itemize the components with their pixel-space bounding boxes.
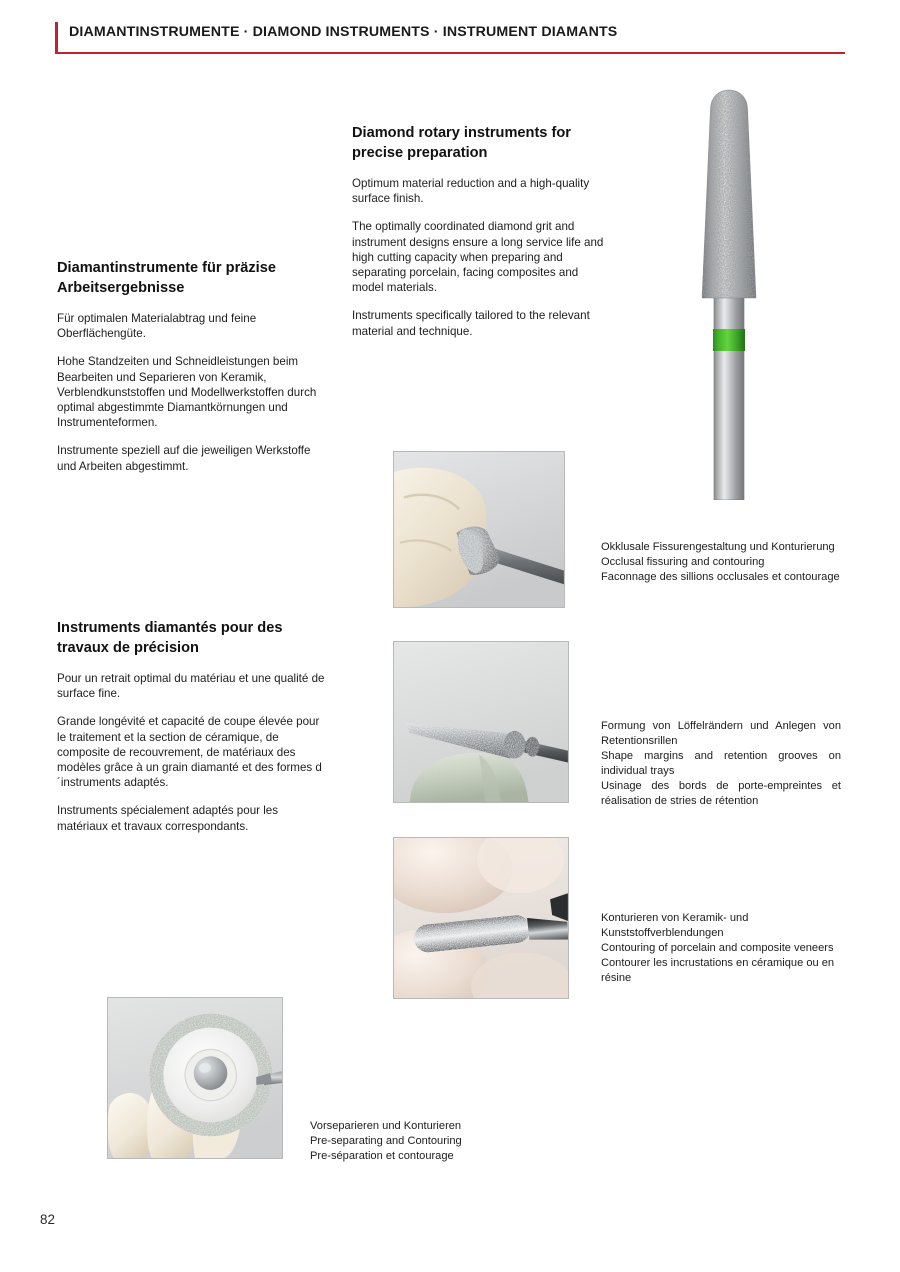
paragraph-german-2: Hohe Standzeiten und Schneidleistungen beim Bearbeiten und Separieren von Keramik, Verblendkunststoffen und Modellwerkstoffen durch optimal abgestimmte Diamantkörnungen und Instrumenteformen. xyxy=(57,355,317,430)
paragraph-english-2: The optimally coordinated diamond grit and instrument designs ensure a long service life and high cutting capacity when preparing and separating porcelain, facing composites and model materials. xyxy=(352,220,604,295)
caption-veneer xyxy=(601,911,841,986)
caption-veneer-fr: Contourer les incrustations en céramique ou en résine xyxy=(601,956,835,984)
photo-diamond-disc-separating xyxy=(107,997,283,1159)
caption-disc-de: Vorseparieren und Konturieren xyxy=(310,1120,462,1132)
paragraph-german-3: Instrumente speziell auf die jeweiligen Werkstoffe und Arbeiten abgestimmt. xyxy=(57,444,311,473)
caption-occlusal-de: Okklusale Fissurengestaltung und Konturierung xyxy=(601,541,835,553)
paragraph-english-3: Instruments specifically tailored to the relevant material and technique. xyxy=(352,309,590,338)
caption-veneer-en: Contouring of porcelain and composite veneers xyxy=(601,941,834,954)
page-header xyxy=(55,22,845,54)
heading-french: Instruments diamantés pour des travaux de précision xyxy=(57,620,283,656)
paragraph-french-2: Grande longévité et capacité de coupe élevée pour le traitement et la section de céramique, de composite de recouvrement, de matériaux des modèles grâce à un grain diamanté et des formes d´instruments adaptés. xyxy=(57,715,322,790)
text-block-french xyxy=(57,619,325,834)
diamond-bur-illustration xyxy=(683,82,775,500)
header-accent-bar xyxy=(55,22,58,54)
caption-tray-de: Formung von Löffelrändern und Anlegen von Retentionsrillen xyxy=(601,720,841,747)
paragraph-french-3: Instruments spécialement adaptés pour les matériaux et travaux correspondants. xyxy=(57,804,279,833)
header-divider-rule xyxy=(55,52,845,54)
caption-occlusal xyxy=(601,540,841,585)
caption-disc-fr: Pre-séparation et contourage xyxy=(310,1149,454,1162)
page-title: DIAMANTINSTRUMENTE · DIAMOND INSTRUMENTS · INSTRUMENT DIAMANTS xyxy=(69,24,618,40)
caption-tray-en: Shape margins and retention grooves on individual trays xyxy=(601,749,841,777)
caption-disc xyxy=(310,1119,550,1164)
page-number: 82 xyxy=(40,1212,55,1227)
heading-german: Diamantinstrumente für präzise Arbeitsergebnisse xyxy=(57,260,276,296)
caption-occlusal-fr: Faconnage des sillions occlusales et contourage xyxy=(601,570,840,583)
photo-tray-margin-shaping xyxy=(393,641,569,803)
caption-occlusal-en: Occlusal fissuring and contouring xyxy=(601,555,765,568)
heading-english: Diamond rotary instruments for precise preparation xyxy=(352,125,571,161)
paragraph-french-1: Pour un retrait optimal du matériau et une qualité de surface fine. xyxy=(57,672,325,701)
caption-tray-fr: Usinage des bords de porte-empreintes et réalisation de stries de rétention xyxy=(601,779,841,807)
paragraph-german-1: Für optimalen Materialabtrag und feine Oberflächengüte. xyxy=(57,312,257,341)
photo-veneer-contouring xyxy=(393,837,569,999)
paragraph-english-1: Optimum material reduction and a high-quality surface finish. xyxy=(352,177,590,206)
caption-veneer-de: Konturieren von Keramik- und Kunststoffverblendungen xyxy=(601,912,749,939)
text-block-german xyxy=(57,259,325,474)
caption-tray xyxy=(601,719,841,808)
photo-occlusal-fissuring xyxy=(393,451,565,608)
caption-disc-en: Pre-separating and Contouring xyxy=(310,1134,462,1147)
text-block-english xyxy=(352,124,607,339)
